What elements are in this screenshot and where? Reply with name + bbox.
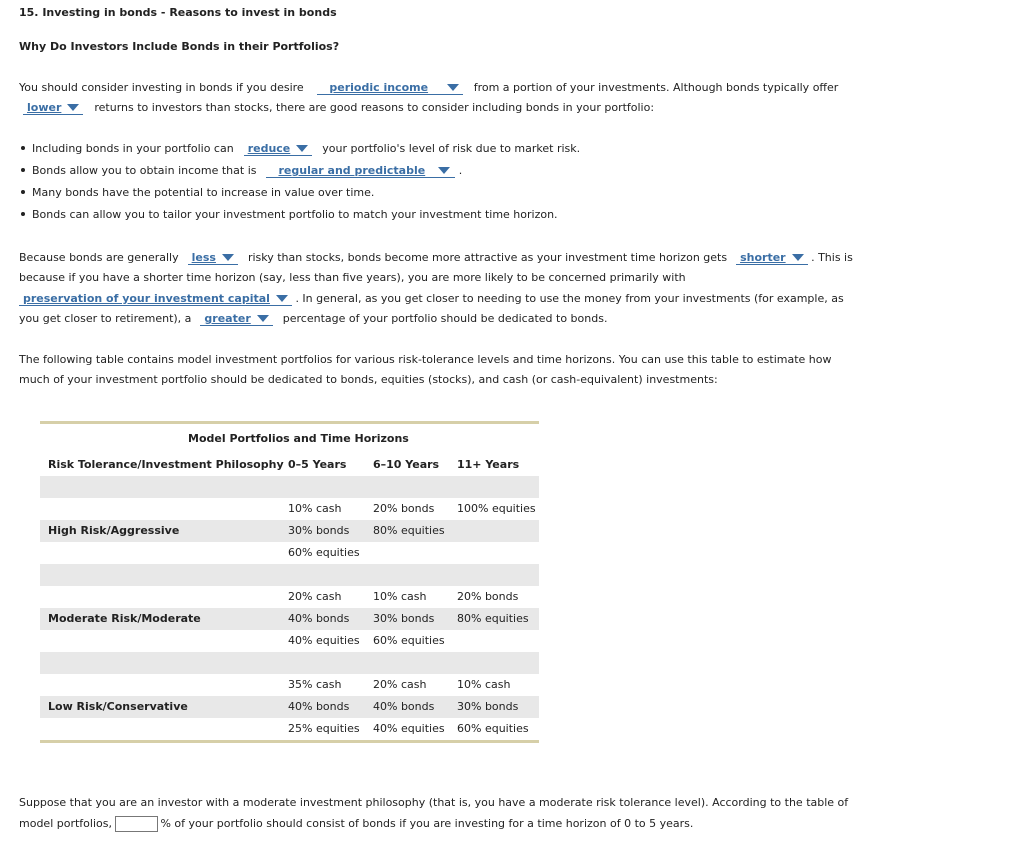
allocation-cell (457, 520, 539, 542)
question-text: % of your portfolio should consist of bonds if you are investing for a time horizon of 0 to 5 years. (160, 817, 694, 830)
dropdown-bond-percentage[interactable] (200, 312, 272, 326)
allocation-cell (373, 542, 457, 564)
bullet-item (20, 208, 558, 222)
allocation-cell: 40% bonds (373, 696, 457, 718)
empty-cell (40, 630, 288, 652)
para2-text: . In general, as you get closer to needing to use the money from your investments (for example, as (295, 292, 844, 305)
allocation-cell: 80% equities (457, 608, 539, 630)
allocation-cell: 20% bonds (373, 502, 435, 515)
dropdown-value: preservation of your investment capital (23, 292, 270, 305)
bullet-text: your portfolio's level of risk due to market risk. (322, 142, 581, 155)
para2-line4 (19, 312, 607, 326)
column-header: 6–10 Years (373, 458, 440, 471)
chevron-down-icon (792, 254, 804, 261)
dropdown-value: periodic income (329, 81, 429, 94)
empty-cell (40, 586, 288, 608)
risk-level-label: Moderate Risk/Moderate (40, 608, 288, 630)
spacer-cell (40, 564, 539, 586)
question-text: model portfolios, (19, 817, 112, 830)
chevron-down-icon (276, 295, 288, 302)
allocation-cell: 60% equities (373, 634, 445, 647)
bullet-text: Bonds can allow you to tailor your investment portfolio to match your investment time horizon. (32, 208, 558, 221)
allocation-cell: 30% bonds (373, 608, 457, 630)
allocation-cell: 10% cash (373, 590, 427, 603)
allocation-cell: 80% equities (373, 520, 457, 542)
dropdown-value: greater (204, 312, 251, 325)
risk-level-label: Low Risk/Conservative (40, 696, 288, 718)
bullet-icon (21, 146, 25, 150)
chevron-down-icon (438, 167, 450, 174)
question-line2 (19, 816, 693, 832)
table-row (40, 696, 539, 718)
para2-text: you get closer to retirement), a (19, 312, 192, 325)
dropdown-value: less (191, 251, 216, 264)
dropdown-bond-risk[interactable] (188, 251, 238, 265)
bullet-item (20, 186, 374, 200)
para2-text: Because bonds are generally (19, 251, 179, 264)
chevron-down-icon (222, 254, 234, 261)
allocation-cell: 30% bonds (457, 696, 539, 718)
question-line1: Suppose that you are an investor with a moderate investment philosophy (that is, you have a moderate risk tolerance level). According to the table of (19, 796, 849, 809)
para1-text: You should consider investing in bonds if you desire (19, 81, 304, 94)
allocation-cell: 60% equities (288, 546, 360, 559)
para2-line1 (19, 251, 853, 265)
para1-text: returns to investors than stocks, there are good reasons to consider including bonds in your portfolio: (94, 101, 655, 114)
dropdown-income-type[interactable] (317, 81, 463, 95)
column-header: Risk Tolerance/Investment Philosophy (48, 458, 284, 471)
allocation-cell: 25% equities (288, 722, 360, 735)
allocation-cell: 20% cash (288, 590, 342, 603)
bullet-icon (21, 190, 25, 194)
table-row (40, 630, 539, 652)
chevron-down-icon (447, 84, 459, 91)
column-header: 0–5 Years (288, 458, 347, 471)
dropdown-value: lower (27, 101, 62, 114)
table-row (40, 608, 539, 630)
bullet-text: Many bonds have the potential to increase in value over time. (32, 186, 375, 199)
table-caption: Model Portfolios and Time Horizons (188, 432, 409, 445)
question-title: 15. Investing in bonds - Reasons to invest in bonds (19, 6, 337, 19)
dropdown-returns-level[interactable] (23, 101, 83, 115)
bullet-icon (21, 212, 25, 216)
group-spacer-row (40, 652, 539, 674)
bullet-text: . (458, 164, 463, 177)
bond-percentage-input[interactable] (115, 816, 158, 832)
para2-line3 (19, 292, 844, 306)
para1-text: from a portion of your investments. Although bonds typically offer (473, 81, 839, 94)
table-row (40, 498, 539, 520)
table-row (40, 674, 539, 696)
allocation-cell: 40% equities (373, 722, 445, 735)
bullet-text: Bonds allow you to obtain income that is (32, 164, 257, 177)
para1-line2 (23, 101, 654, 115)
para3-line2: much of your investment portfolio should be dedicated to bonds, equities (stocks), and cash (or cash-equivalent) investments: (19, 373, 718, 386)
dropdown-value: shorter (740, 251, 786, 264)
para2-text: percentage of your portfolio should be dedicated to bonds. (282, 312, 608, 325)
dropdown-value: regular and predictable (278, 164, 426, 177)
dropdown-primary-concern[interactable] (19, 292, 292, 306)
para2-text: risky than stocks, bonds become more attractive as your investment time horizon gets (247, 251, 728, 264)
chevron-down-icon (257, 315, 269, 322)
bullet-item (20, 142, 580, 156)
allocation-cell (457, 542, 539, 564)
allocation-cell: 35% cash (288, 678, 342, 691)
chevron-down-icon (296, 145, 308, 152)
allocation-cell: 40% bonds (288, 696, 373, 718)
empty-cell (40, 718, 288, 742)
allocation-cell: 10% cash (457, 678, 511, 691)
model-portfolios-table (40, 421, 539, 743)
group-spacer-row (40, 564, 539, 586)
table-row (40, 586, 539, 608)
para2-line2: because if you have a shorter time horizon (say, less than five years), you are more likely to be concerned primarily with (19, 271, 686, 284)
column-header: 11+ Years (457, 458, 520, 471)
para3-line1: The following table contains model investment portfolios for various risk-tolerance levels and time horizons. You can use this table to estimate how (19, 353, 832, 366)
allocation-cell: 20% bonds (457, 590, 519, 603)
chevron-down-icon (67, 104, 79, 111)
table-row (40, 718, 539, 742)
allocation-cell: 40% equities (288, 634, 360, 647)
table-row (40, 520, 539, 542)
allocation-cell: 100% equities (457, 502, 536, 515)
dropdown-value: reduce (247, 142, 291, 155)
risk-level-label: High Risk/Aggressive (40, 520, 288, 542)
para1-line1 (19, 81, 838, 95)
bullet-item (20, 164, 462, 178)
empty-cell (40, 542, 288, 564)
allocation-cell: 60% equities (457, 722, 529, 735)
empty-cell (40, 674, 288, 696)
group-spacer-row (40, 476, 539, 498)
allocation-cell (457, 630, 539, 652)
spacer-cell (40, 476, 539, 498)
dropdown-risk-effect[interactable] (244, 142, 313, 156)
allocation-cell: 10% cash (288, 502, 342, 515)
allocation-cell: 30% bonds (288, 520, 373, 542)
allocation-cell: 40% bonds (288, 608, 373, 630)
dropdown-horizon-direction[interactable] (736, 251, 808, 265)
dropdown-income-quality[interactable] (266, 164, 455, 178)
bullet-text: Including bonds in your portfolio can (32, 142, 234, 155)
section-heading: Why Do Investors Include Bonds in their Portfolios? (19, 40, 340, 53)
allocation-cell: 20% cash (373, 678, 427, 691)
bullet-icon (21, 168, 25, 172)
empty-cell (40, 498, 288, 520)
spacer-cell (40, 652, 539, 674)
para2-text: . This is (811, 251, 853, 264)
table-row (40, 542, 539, 564)
